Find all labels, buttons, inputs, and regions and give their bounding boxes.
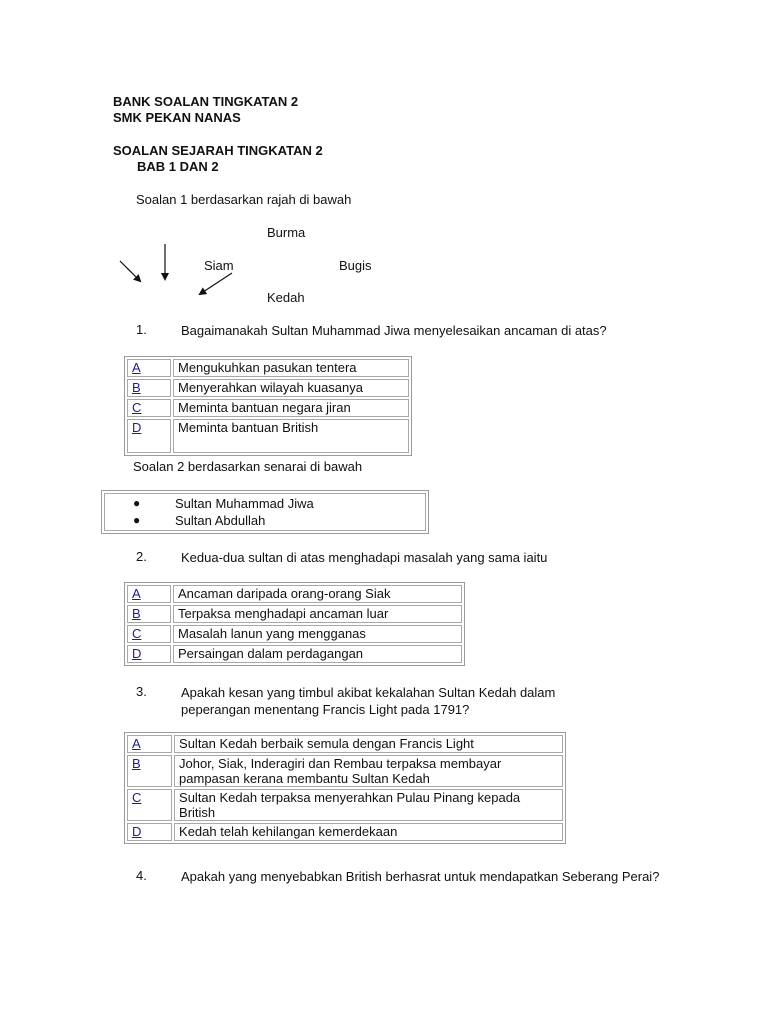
bullet-icon: ●: [133, 496, 141, 510]
option-letter[interactable]: A: [127, 359, 171, 377]
option-letter[interactable]: B: [127, 605, 171, 623]
list-item-text: Sultan Abdullah: [175, 513, 266, 528]
q1-option-d[interactable]: [127, 419, 409, 453]
header-line-4: BAB 1 DAN 2: [137, 159, 219, 174]
q2-option-d[interactable]: [127, 645, 462, 663]
option-letter[interactable]: D: [127, 419, 171, 453]
diagram-label-kedah: Kedah: [267, 290, 305, 305]
q2-intro: Soalan 2 berdasarkan senarai di bawah: [133, 459, 363, 474]
option-text: Sultan Kedah terpaksa menyerahkan Pulau Pinang kepada British: [174, 789, 563, 821]
q3-option-c[interactable]: [127, 789, 563, 821]
q3-option-a[interactable]: [127, 735, 563, 753]
option-letter[interactable]: B: [127, 755, 172, 787]
option-letter[interactable]: A: [127, 735, 172, 753]
option-letter[interactable]: B: [127, 379, 171, 397]
q3-options-table: [124, 732, 566, 844]
diagram-label-burma: Burma: [267, 225, 306, 240]
option-text: Meminta bantuan negara jiran: [173, 399, 409, 417]
list-item-text: Sultan Muhammad Jiwa: [175, 496, 314, 511]
q4-text: Apakah yang menyebabkan British berhasrat untuk mendapatkan Seberang Perai?: [181, 869, 660, 884]
header-line-3: SOALAN SEJARAH TINGKATAN 2: [113, 143, 323, 158]
option-letter[interactable]: A: [127, 585, 171, 603]
q3-number: 3.: [136, 684, 147, 699]
q1-options-table: [124, 356, 412, 456]
q2-list-box: [101, 490, 429, 534]
q2-number: 2.: [136, 549, 147, 564]
q2-option-c[interactable]: [127, 625, 462, 643]
list-item: [105, 495, 425, 512]
q1-text: Bagaimanakah Sultan Muhammad Jiwa menyelesaikan ancaman di atas?: [181, 323, 607, 338]
option-text: Menyerahkan wilayah kuasanya: [173, 379, 409, 397]
q3-option-d[interactable]: [127, 823, 563, 841]
q3-text: Apakah kesan yang timbul akibat kekalahan Sultan Kedah dalam peperangan menentang Francis Light pada 1791?: [181, 685, 556, 717]
option-text: Kedah telah kehilangan kemerdekaan: [174, 823, 563, 841]
q1-option-c[interactable]: [127, 399, 409, 417]
bullet-icon: ●: [133, 513, 141, 527]
option-letter[interactable]: D: [127, 645, 171, 663]
q2-options-table: [124, 582, 465, 666]
q2-option-a[interactable]: [127, 585, 462, 603]
q3-option-b[interactable]: [127, 755, 563, 787]
option-text: Terpaksa menghadapi ancaman luar: [173, 605, 462, 623]
option-text: Persaingan dalam perdagangan: [173, 645, 462, 663]
diagram-label-bugis: Bugis: [339, 258, 372, 273]
q2-option-b[interactable]: [127, 605, 462, 623]
option-text: Masalah lanun yang mengganas: [173, 625, 462, 643]
option-letter[interactable]: C: [127, 625, 171, 643]
option-text: Mengukuhkan pasukan tentera: [173, 359, 409, 377]
q2-text: Kedua-dua sultan di atas menghadapi masalah yang sama iaitu: [181, 550, 548, 565]
option-text: Meminta bantuan British: [173, 419, 409, 453]
arrow-siam-to-kedah: [200, 273, 232, 294]
diagram-label-siam: Siam: [204, 258, 234, 273]
q4-number: 4.: [136, 868, 147, 883]
arrow-left-diagonal: [120, 261, 140, 281]
q1-number: 1.: [136, 322, 147, 337]
option-letter[interactable]: C: [127, 399, 171, 417]
option-letter[interactable]: C: [127, 789, 172, 821]
q1-intro: Soalan 1 berdasarkan rajah di bawah: [136, 192, 352, 207]
q1-option-b[interactable]: [127, 379, 409, 397]
header-line-1: BANK SOALAN TINGKATAN 2: [113, 94, 299, 109]
option-text: Johor, Siak, Inderagiri dan Rembau terpaksa membayar pampasan kerana membantu Sultan Kedah: [174, 755, 563, 787]
option-letter[interactable]: D: [127, 823, 172, 841]
list-item: [105, 512, 425, 529]
header-line-2: SMK PEKAN NANAS: [113, 110, 241, 125]
q1-option-a[interactable]: [127, 359, 409, 377]
option-text: Sultan Kedah berbaik semula dengan Francis Light: [174, 735, 563, 753]
option-text: Ancaman daripada orang-orang Siak: [173, 585, 462, 603]
